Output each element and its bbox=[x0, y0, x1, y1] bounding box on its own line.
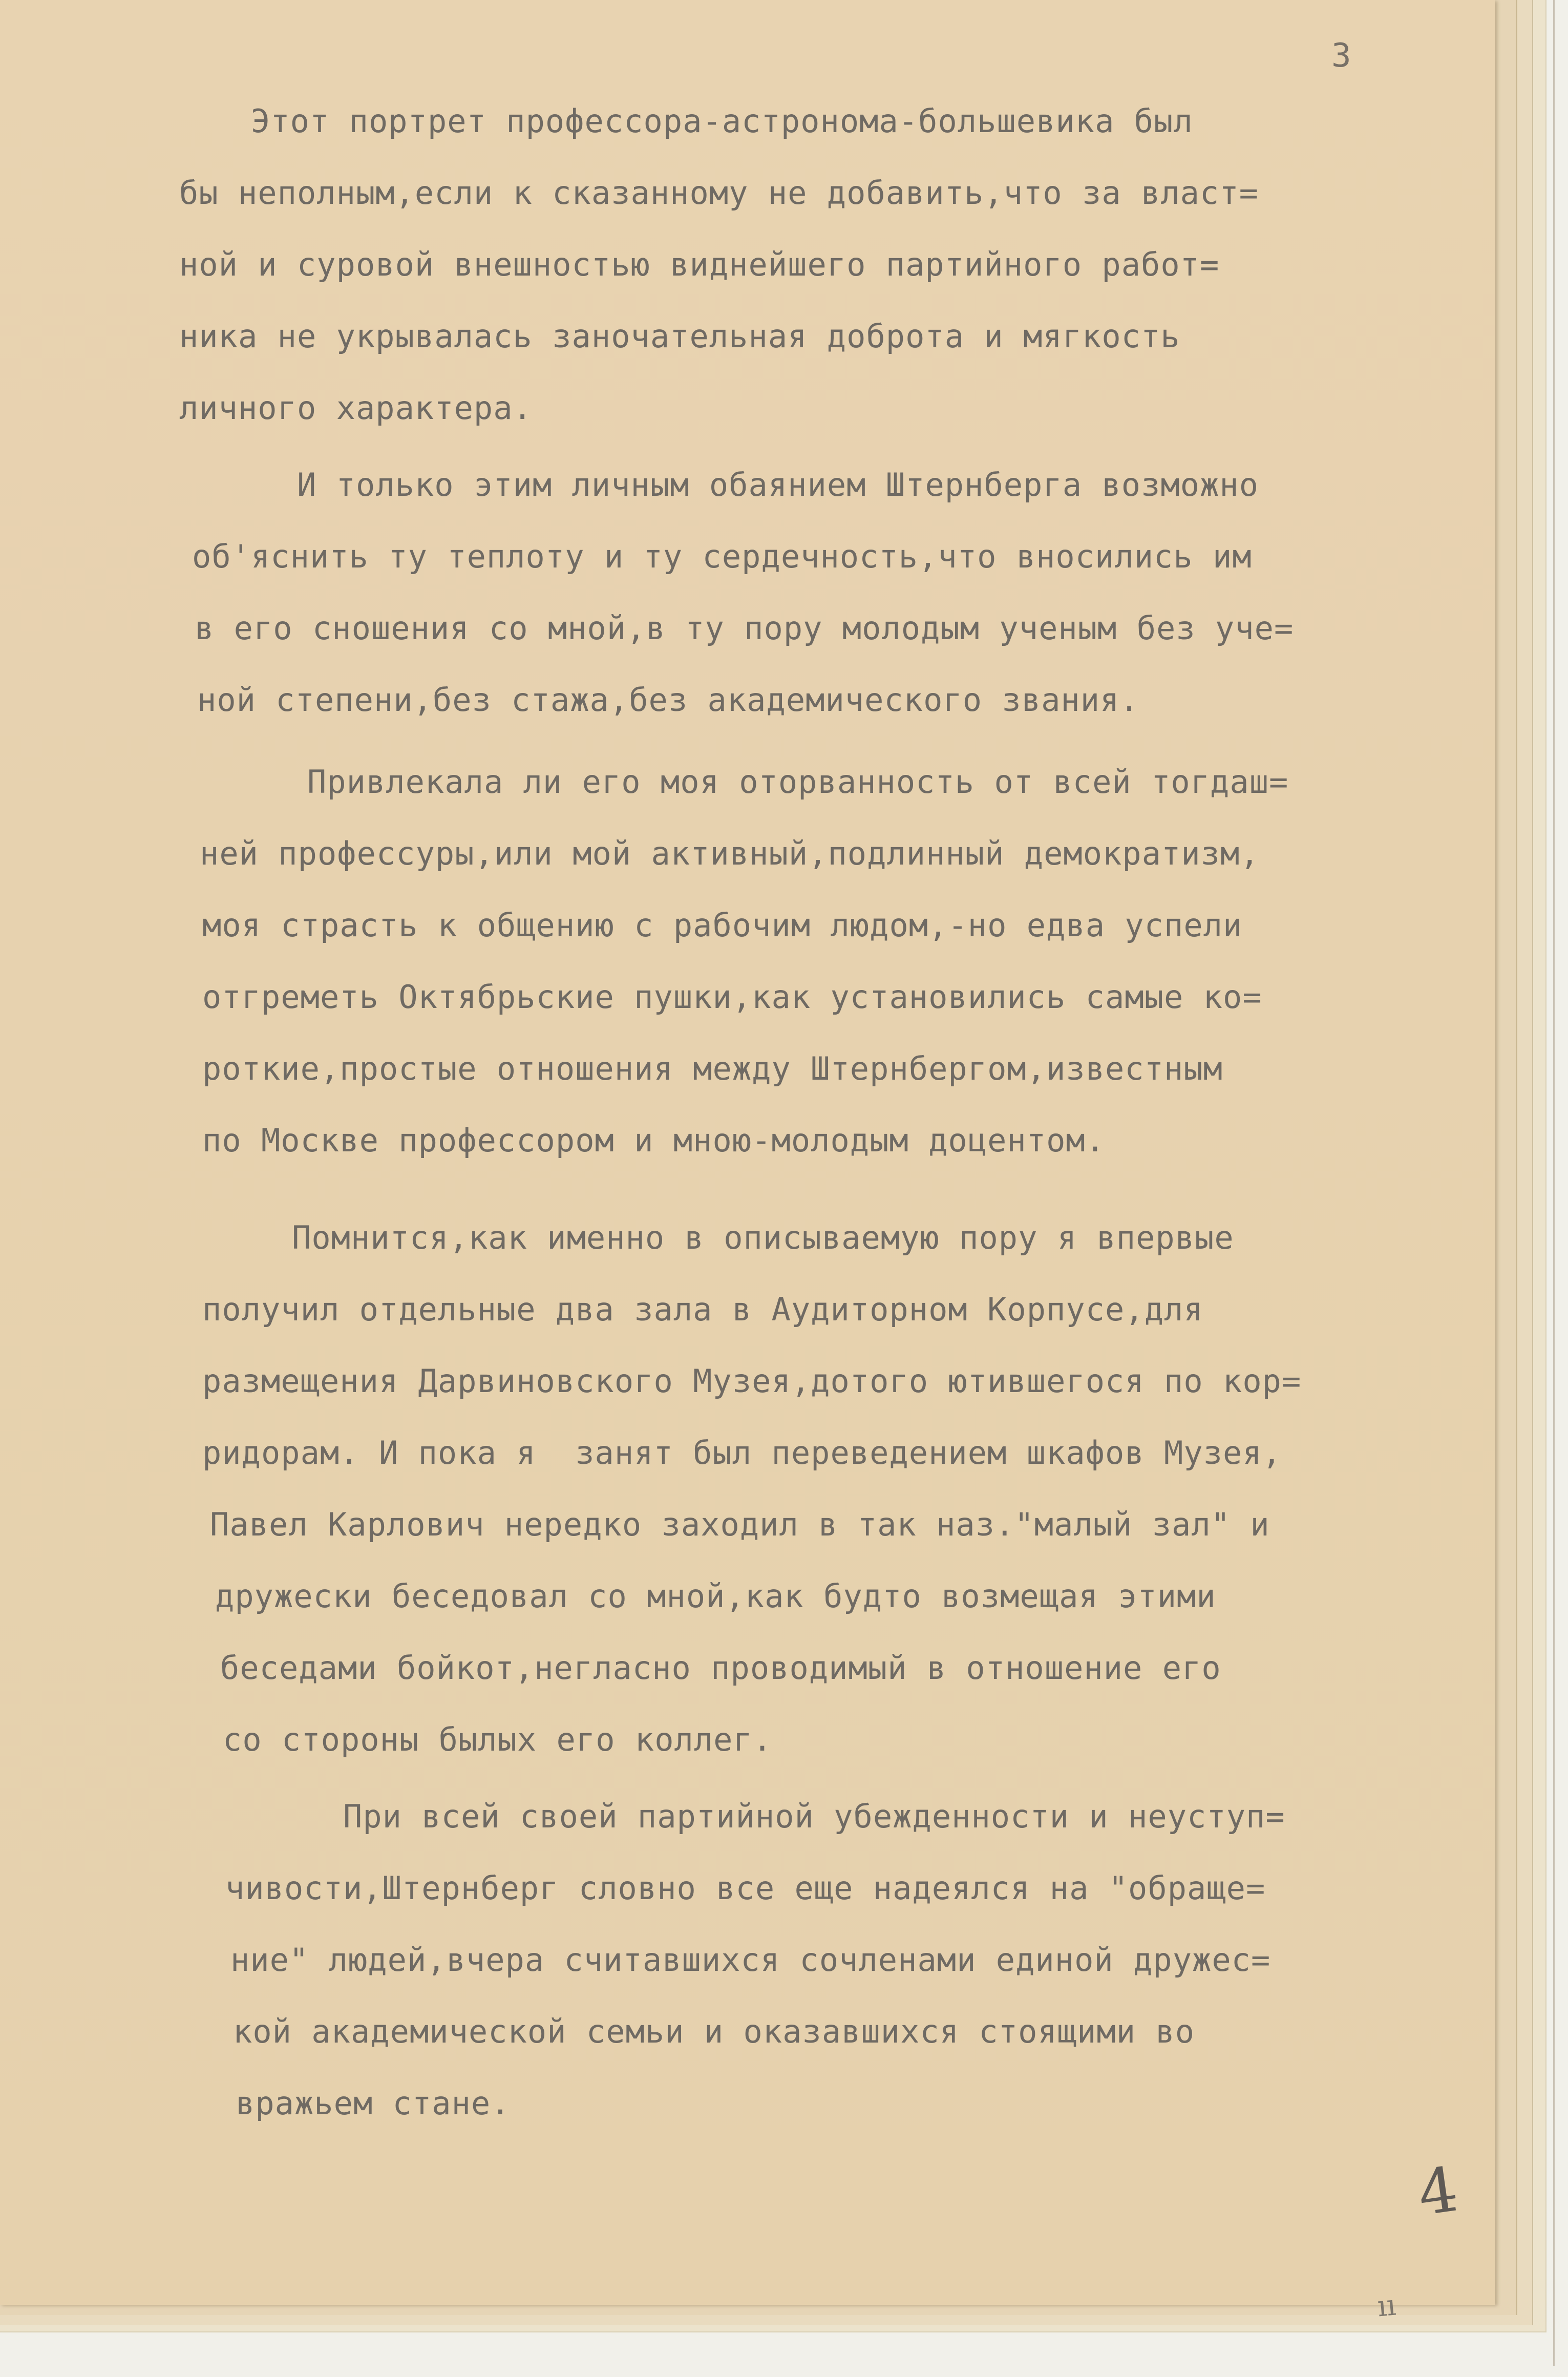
page-number: 3 bbox=[1331, 37, 1351, 75]
text-line: со стороны былых его коллег. bbox=[223, 1721, 773, 1758]
text-line: ние" людей,вчера считавшихся сочленами единой дружес= bbox=[230, 1941, 1271, 1979]
text-line: моя страсть к общению с рабочим людом,-но едва успели bbox=[202, 907, 1243, 944]
text-line: чивости,Штернберг словно все еще надеялся на "обраще= bbox=[225, 1869, 1266, 1907]
text-line: Привлекала ли его моя оторванность от всей тогдаш= bbox=[307, 763, 1289, 801]
text-line: в его сношения со мной,в ту пору молодым ученым без уче= bbox=[195, 609, 1294, 647]
text-line: беседами бойкот,негласно проводимый в отношение его bbox=[220, 1649, 1221, 1687]
sheet-edge bbox=[1553, 0, 1555, 2366]
text-line: роткие,простые отношения между Штернбергом,известным bbox=[202, 1050, 1223, 1087]
text-line: получил отдельные два зала в Аудиторном Корпусе,для bbox=[202, 1291, 1203, 1328]
text-line: Павел Карлович нередко заходил в так наз."малый зал" и bbox=[210, 1506, 1270, 1543]
text-line: личного характера. bbox=[179, 389, 533, 427]
text-line: вражьем стане. bbox=[236, 2085, 511, 2122]
handwritten-marks: ıı bbox=[1376, 2288, 1397, 2324]
text-line: отгреметь Октябрьские пушки,как установились самые ко= bbox=[202, 978, 1262, 1016]
text-line: кой академической семьи и оказавшихся стоящими во bbox=[233, 2013, 1195, 2050]
text-line: И только этим личным обаянием Штернберга возможно bbox=[297, 466, 1259, 503]
text-line: ника не укрывалась заночательная доброта и мягкость bbox=[179, 318, 1180, 355]
text-line: При всей своей партийной убежденности и неуступ= bbox=[343, 1798, 1285, 1835]
handwritten-folio-number: 4 bbox=[1413, 2154, 1463, 2230]
text-line: по Москве профессором и мною-молодым доцентом. bbox=[202, 1122, 1106, 1159]
text-line: ной и суровой внешностью виднейшего партийного работ= bbox=[179, 246, 1220, 283]
text-line: бы неполным,если к сказанному не добавить,что за власт= bbox=[179, 174, 1259, 212]
text-line: Этот портрет профессора-астронома-большевика был bbox=[251, 102, 1193, 140]
text-line: дружески беседовал со мной,как будто возмещая этими bbox=[215, 1577, 1216, 1615]
text-line: ридорам. И пока я занят был переведением шкафов Музея, bbox=[202, 1434, 1282, 1471]
text-line: ней профессуры,или мой активный,подлинный демократизм, bbox=[200, 835, 1260, 872]
text-line: размещения Дарвиновского Музея,дотого ютившегося по кор= bbox=[202, 1362, 1302, 1400]
text-line: Помнится,как именно в описываемую пору я впервые bbox=[292, 1219, 1234, 1256]
text-line: ной степени,без стажа,без академического звания. bbox=[197, 681, 1139, 719]
text-line: об'яснить ту теплоту и ту сердечность,что вносились им bbox=[192, 538, 1252, 575]
